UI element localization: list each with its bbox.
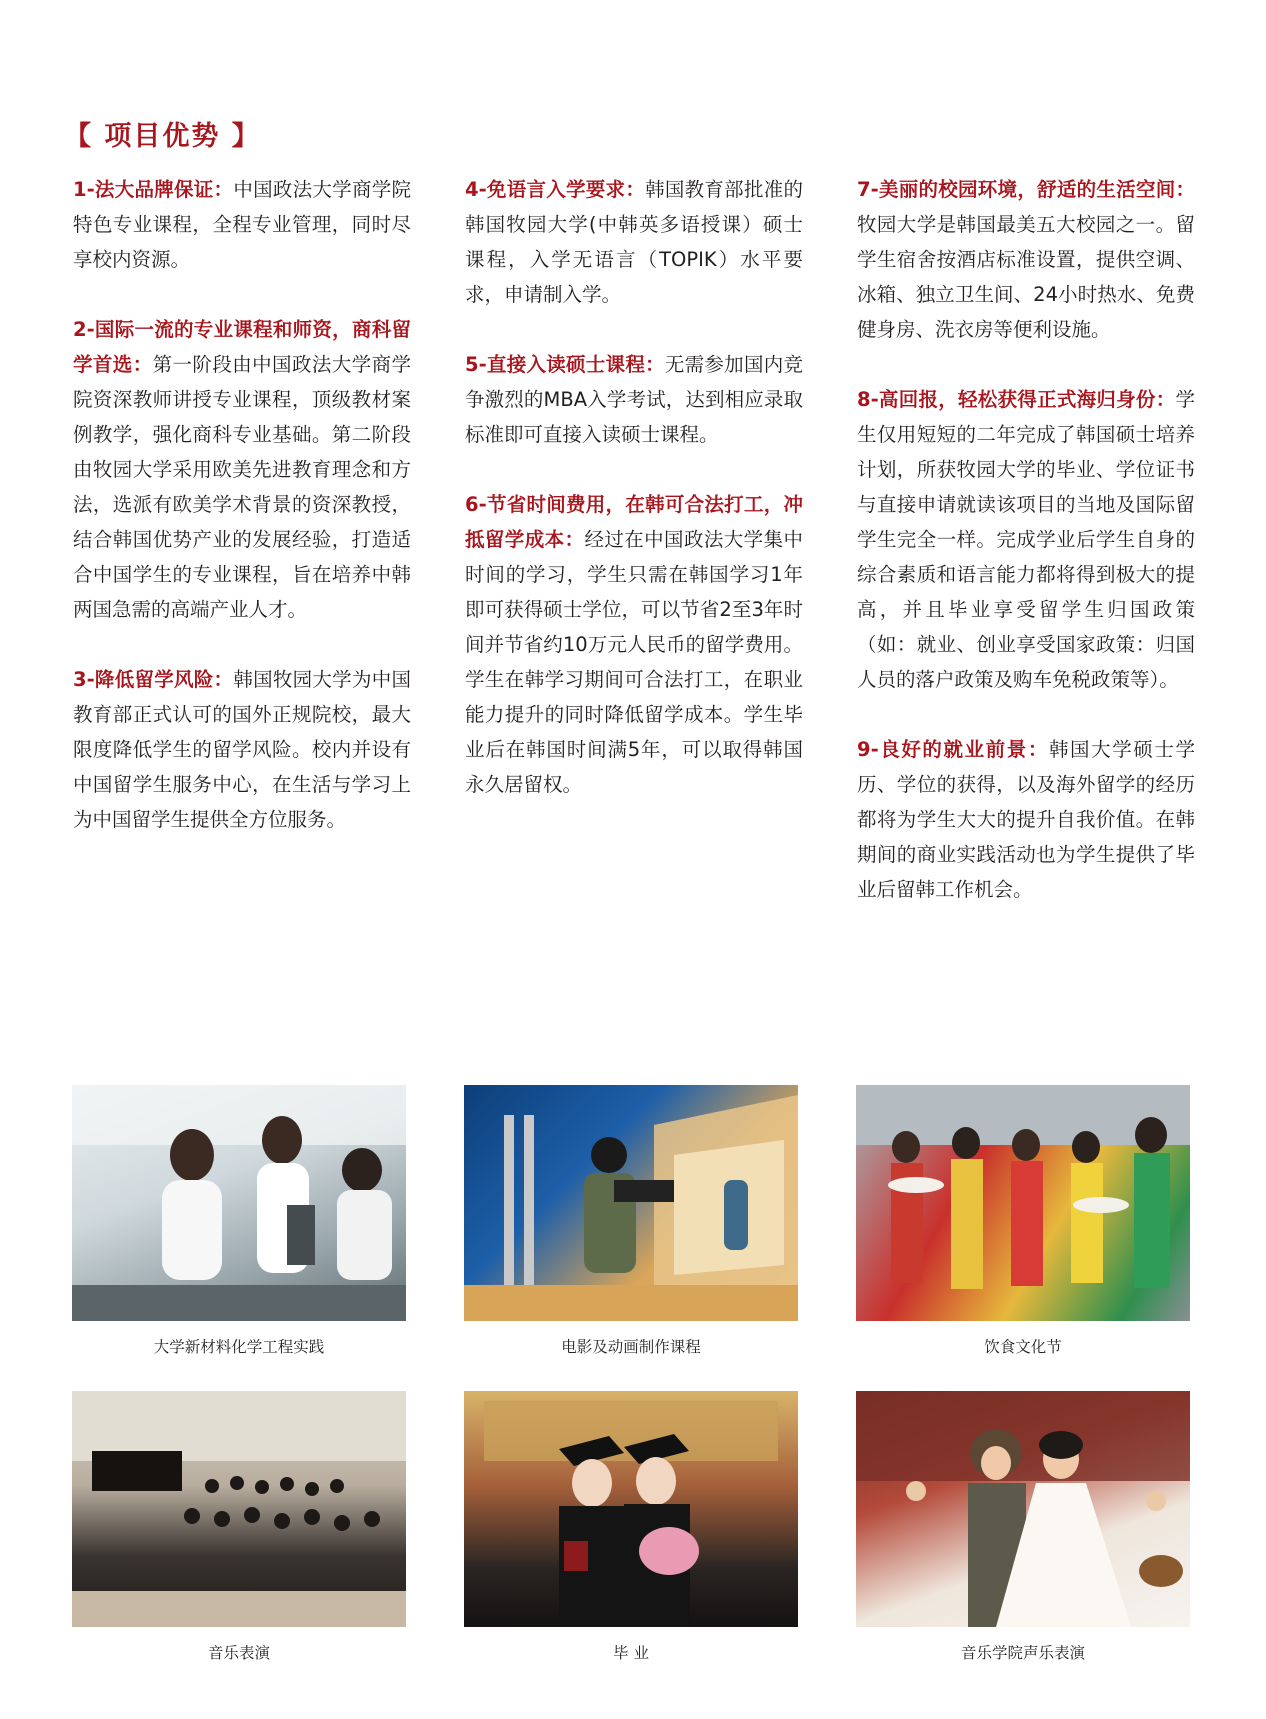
- advantage-heading-9: 9-良好的就业前景：: [857, 738, 1049, 761]
- advantage-heading-2: 2-国际一流的专业课程和师资，商科留学首选：: [73, 318, 411, 376]
- advantage-body-3: 韩国牧园大学为中国教育部正式认可的国外正规院校，最大限度降低学生的留学风险。校内并设有中国留学生服务中心，在生活与学习上为中国留学生提供全方位服务。: [73, 668, 411, 831]
- advantage-item-1: [73, 172, 411, 277]
- advantage-item-7: [857, 172, 1195, 347]
- section-title: 【 项目优势 】: [64, 121, 261, 152]
- photo-vocal-performance: [856, 1391, 1190, 1627]
- photo-caption-music: 音乐表演: [207, 1644, 270, 1662]
- photo-food-festival-art: [856, 1085, 1190, 1321]
- advantages-column-3: [857, 172, 1195, 942]
- advantage-item-2: [73, 312, 411, 627]
- advantage-item-9: [857, 732, 1195, 907]
- advantages-column-1: [73, 172, 411, 872]
- photo-caption-chemistry: 大学新材料化学工程实践: [153, 1338, 325, 1356]
- advantage-body-7: 牧园大学是韩国最美五大校园之一。留学生宿舍按酒店标准设置，提供空调、冰箱、独立卫生间、24小时热水、免费健身房、洗衣房等便利设施。: [857, 213, 1195, 341]
- advantage-body-5: 无需参加国内竞争激烈的MBA入学考试，达到相应录取标准即可直接入读硕士课程。: [465, 353, 803, 446]
- photo-film-animation-art: [464, 1085, 798, 1321]
- photo-film-animation: [464, 1085, 798, 1321]
- photo-music-performance-art: [72, 1391, 406, 1627]
- advantage-body-8: 学生仅用短短的二年完成了韩国硕士培养计划，所获牧园大学的毕业、学位证书与直接申请就读该项目的当地及国际留学生完全一样。完成学业后学生自身的综合素质和语言能力都将得到极大的提高，并且毕业享受留学生归国政策（如：就业、创业享受国家政策：归国人员的落户政策及购车免税政策等）。: [857, 388, 1195, 691]
- photo-caption-vocal: 音乐学院声乐表演: [960, 1644, 1085, 1662]
- photo-chemistry-lab: [72, 1085, 406, 1321]
- photo-chemistry-lab-art: [72, 1085, 406, 1321]
- advantage-heading-3: 3-降低留学风险：: [73, 668, 234, 691]
- photo-vocal-performance-art: [856, 1391, 1190, 1627]
- photo-music-performance: [72, 1391, 406, 1627]
- advantage-item-4: [465, 172, 803, 312]
- photo-graduation-art: [464, 1391, 798, 1627]
- advantage-item-6: [465, 487, 803, 802]
- advantage-heading-5: 5-直接入读硕士课程：: [465, 353, 665, 376]
- photo-food-festival: [856, 1085, 1190, 1321]
- photo-figure-film: [464, 1085, 798, 1356]
- advantage-body-6: 经过在中国政法大学集中时间的学习，学生只需在韩国学习1年即可获得硕士学位，可以节省2至3年时间并节省约10万元人民币的留学费用。学生在韩学习期间可合法打工，在职业能力提升的同时降低留学成本。学生毕业后在韩国时间满5年，可以取得韩国永久居留权。: [465, 528, 803, 796]
- advantage-item-3: [73, 662, 411, 837]
- photo-figure-chemistry: [72, 1085, 406, 1356]
- photo-figure-graduation: [464, 1391, 798, 1662]
- advantage-body-2: 第一阶段由中国政法大学商学院资深教师讲授专业课程，顶级教材案例教学，强化商科专业基础。第二阶段由牧园大学采用欧美先进教育理念和方法，选派有欧美学术背景的资深教授，结合韩国优势产业的发展经验，打造适合中国学生的专业课程，旨在培养中韩两国急需的高端产业人才。: [73, 353, 411, 621]
- advantage-body-4: 韩国教育部批准的韩国牧园大学(中韩英多语授课）硕士课程，入学无语言（TOPIK）水平要求，申请制入学。: [465, 178, 803, 306]
- advantage-heading-4: 4-免语言入学要求：: [465, 178, 646, 201]
- advantage-item-5: [465, 347, 803, 452]
- photo-caption-food: 饮食文化节: [984, 1338, 1062, 1356]
- advantage-heading-8: 8-高回报，轻松获得正式海归身份：: [857, 388, 1176, 411]
- photo-figure-music: [72, 1391, 406, 1662]
- advantage-heading-1: 1-法大品牌保证：: [73, 178, 234, 201]
- advantage-body-1: 中国政法大学商学院特色专业课程，全程专业管理，同时尽享校内资源。: [73, 178, 411, 271]
- photo-figure-vocal: [856, 1391, 1190, 1662]
- photo-caption-graduation: 毕 业: [613, 1644, 649, 1662]
- advantage-heading-6: 6-节省时间费用，在韩可合法打工，冲抵留学成本：: [465, 493, 803, 551]
- photo-caption-film: 电影及动画制作课程: [561, 1338, 701, 1356]
- advantage-item-8: [857, 382, 1195, 697]
- photo-figure-food: [856, 1085, 1190, 1356]
- advantage-body-9: 韩国大学硕士学历、学位的获得，以及海外留学的经历都将为学生大大的提升自我价值。在韩期间的商业实践活动也为学生提供了毕业后留韩工作机会。: [857, 738, 1195, 901]
- advantages-column-2: [465, 172, 803, 837]
- advantage-heading-7: 7-美丽的校园环境，舒适的生活空间：: [857, 178, 1195, 201]
- photo-graduation: [464, 1391, 798, 1627]
